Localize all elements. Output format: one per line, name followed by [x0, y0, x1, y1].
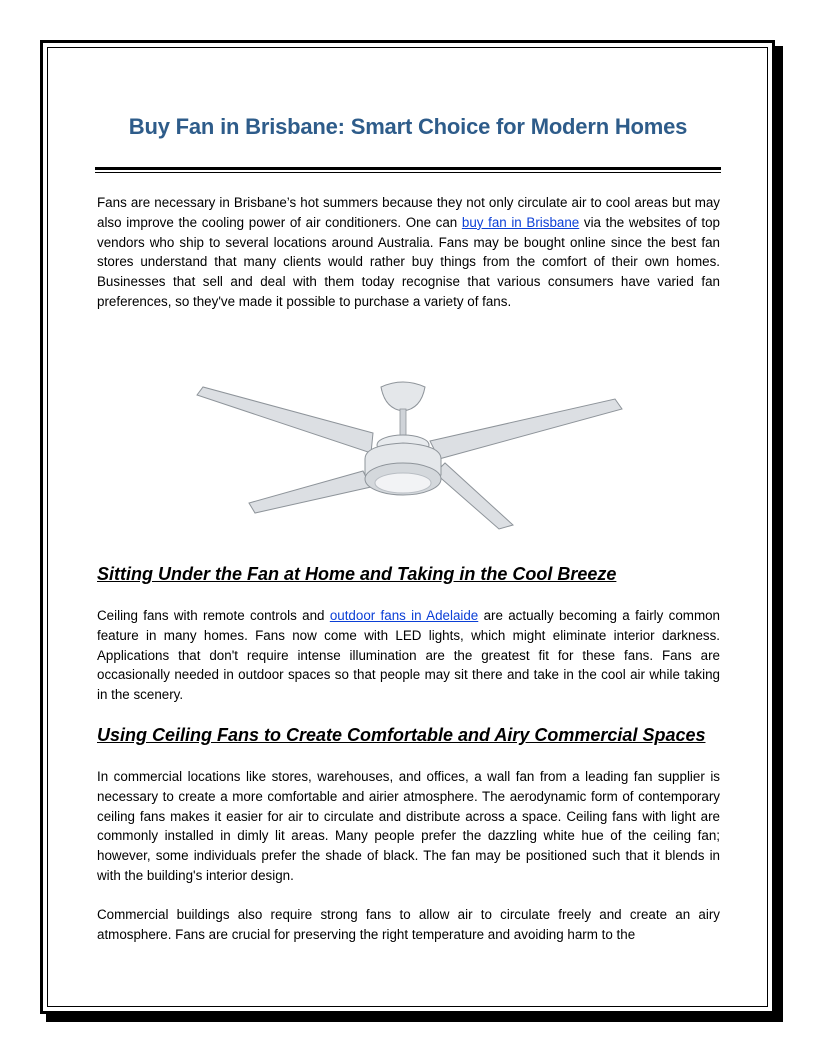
title-divider-thin [95, 172, 721, 173]
commercial-paragraph-1: In commercial locations like stores, warehouses, and offices, a wall fan from a leading fan supplier is necessary to create a more comfortable and airier atmosphere. The aerodynamic form of contemporary ceiling fans makes it easier for air to circulate and distribute across a space. Ceiling fans with light are commonly installed in dimly lit areas. Many people prefer the dazzling white hue of the ceiling fan; however, some individuals prefer the shade of black. The fan may be positioned such that it blends in with the building's interior design. [97, 769, 720, 883]
fan-blade-upper-left [197, 387, 373, 453]
intro-paragraph: Fans are necessary in Brisbane’s hot summers because they not only circulate air to cool areas but may also improve the cooling power of air conditioners. One can buy fan in Brisbane via the websites of top vendors who ship to several locations around Australia. Fans may be bought online since the best fan stores understand that many clients would rather buy things from the comfort of their own homes. Businesses that sell and deal with them today recognise that various consumers have varied fan preferences, so they've made it possible to purchase a variety of fans. [97, 195, 721, 309]
section-heading-commercial: Using Ceiling Fans to Create Comfortable and Airy Commercial Spaces [97, 725, 706, 745]
fan-blade-upper-right [430, 399, 622, 459]
fan-light-glass [375, 473, 431, 493]
section-heading-home: Sitting Under the Fan at Home and Taking in the Cool Breeze [97, 564, 617, 584]
home-paragraph: Ceiling fans with remote controls and outdoor fans in Adelaide are actually becoming a fairly common feature in many homes. Fans now come with LED lights, which might eliminate interior darkness. Applications that don't require intense illumination are the greatest fit for these fans. Fans are occasionally needed in outdoor spaces so that people may sit there and take in the cool air while taking in the scenery. [97, 608, 720, 703]
title-divider [95, 167, 721, 170]
fan-downrod [400, 409, 406, 437]
fan-canopy [381, 382, 425, 411]
commercial-paragraph-2: Commercial buildings also require strong fans to allow air to circulate freely and create an airy atmosphere. Fans are crucial for preserving the right temperature and avoiding harm to the [97, 907, 720, 942]
fan-blade-lower-left [249, 471, 371, 513]
page-title: Buy Fan in Brisbane: Smart Choice for Modern Homes [128, 114, 688, 139]
buy-fan-brisbane-link[interactable]: buy fan in Brisbane [461, 214, 580, 230]
ceiling-fan-image [195, 375, 625, 535]
fan-blade-lower-right [435, 463, 513, 529]
outdoor-fans-adelaide-link[interactable]: outdoor fans in Adelaide [329, 608, 479, 623]
